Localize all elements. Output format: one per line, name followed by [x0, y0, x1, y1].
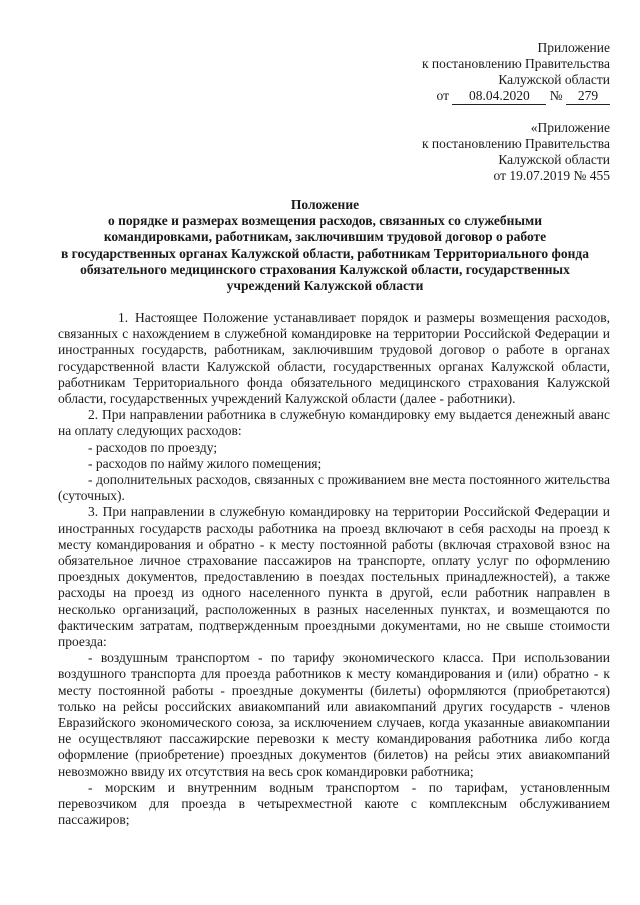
appendix-resolution: к постановлению Правительства — [421, 56, 610, 71]
original-appendix-resolution: к постановлению Правительства — [421, 136, 610, 151]
appendix-label: Приложение — [537, 40, 610, 55]
original-appendix-header — [422, 120, 610, 184]
resolution-date: 08.04.2020 — [452, 88, 546, 105]
date-prefix: от — [436, 88, 449, 103]
title-line-3: командировками, работникам, заключившим трудовой договор о работе — [103, 229, 547, 245]
title-line-2: о порядке и размерах возмещения расходов, связанных со служебными — [108, 213, 542, 229]
original-appendix-region: Калужской области — [498, 152, 610, 167]
title-line-1: Положение — [290, 197, 360, 212]
paragraph-1-number: 1. — [118, 310, 129, 325]
appendix-region: Калужской области — [498, 72, 610, 87]
number-sign: № — [549, 88, 563, 103]
title-line-6: учреждений Калужской области — [226, 278, 424, 294]
list-item: - морским и внутренним водным транспортом - по тарифам, установленным перевозчиком для проезда в четырехместной каюте с комплексным обслуживанием пассажиров; — [58, 779, 610, 828]
list-item: - расходов по найму жилого помещения; — [88, 455, 322, 471]
original-appendix-date: от 19.07.2019 № 455 — [493, 168, 610, 183]
paragraph-3: 3. При направлении в служебную командировку на территории Российской Федерации и иностранных государств расходы работника на проезд включают в себя расходы на проезд к месту командирования и обратно - к месту постоянной работы (включая страховой взнос на обязательное личное страхование пассажиров на транспорте, оплату услуг по оформлению проездных документов, предоставлению в поездах постельных принадлежностей), а также расходы на проезд из одного населенного пункта в другой, если работник направлен в несколько организаций, расположенных в разных населенных пунктах, и возмещаются по фактическим затратам, подтвержденным проездными документами, но не свыше стоимости проезда: — [58, 504, 610, 650]
appendix-date-line — [422, 88, 610, 105]
list-item: - расходов по проезду; — [88, 439, 218, 455]
paragraph-1 — [58, 310, 610, 407]
original-appendix-label: «Приложение — [530, 120, 610, 135]
paragraph-2: 2. При направлении работника в служебную командировку ему выдается денежный аванс на оплату следующих расходов: — [58, 407, 610, 439]
document-body — [58, 310, 610, 829]
list-item: - воздушным транспортом - по тарифу экономического класса. При использовании воздушного транспорта для проезда работников к месту командирования и (или) обратно - к месту постоянной работы - проездные документы (билеты) оформляются (приобретаются) только на рейсы российских авиакомпаний или авиакомпаний других государств - членов Евразийского экономического союза, за исключением случаев, когда указанные авиакомпании не осуществляют пассажирские перевозки к месту командирования работника либо когда оформление (приобретение) проездных документов (билетов) на рейсы этих авиакомпаний невозможно ввиду их отсутствия на весь срок командировки работника; — [58, 650, 610, 779]
appendix-header — [422, 40, 610, 105]
title-line-4: в государственных органах Калужской области, работникам Территориального фонда — [61, 245, 589, 261]
resolution-number: 279 — [566, 88, 610, 105]
list-item: - дополнительных расходов, связанных с проживанием вне места постоянного жительства (суточных). — [58, 472, 610, 504]
paragraph-1-text: Настоящее Положение устанавливает порядок и размеры возмещения расходов, связанных с нахождением в служебной командировке на территории Российской Федерации и иностранных государств, работникам, заключившим трудовой договор о работе в органах государственной власти Калужской области, государственных органах Калужской области, работникам Территориального фонда обязательного медицинского страхования Калужской области, государственных учреждений Калужской области (далее - работники). — [58, 310, 610, 407]
title-line-5: обязательного медицинского страхования Калужской области, государственных — [80, 261, 570, 277]
document-title — [40, 197, 610, 294]
